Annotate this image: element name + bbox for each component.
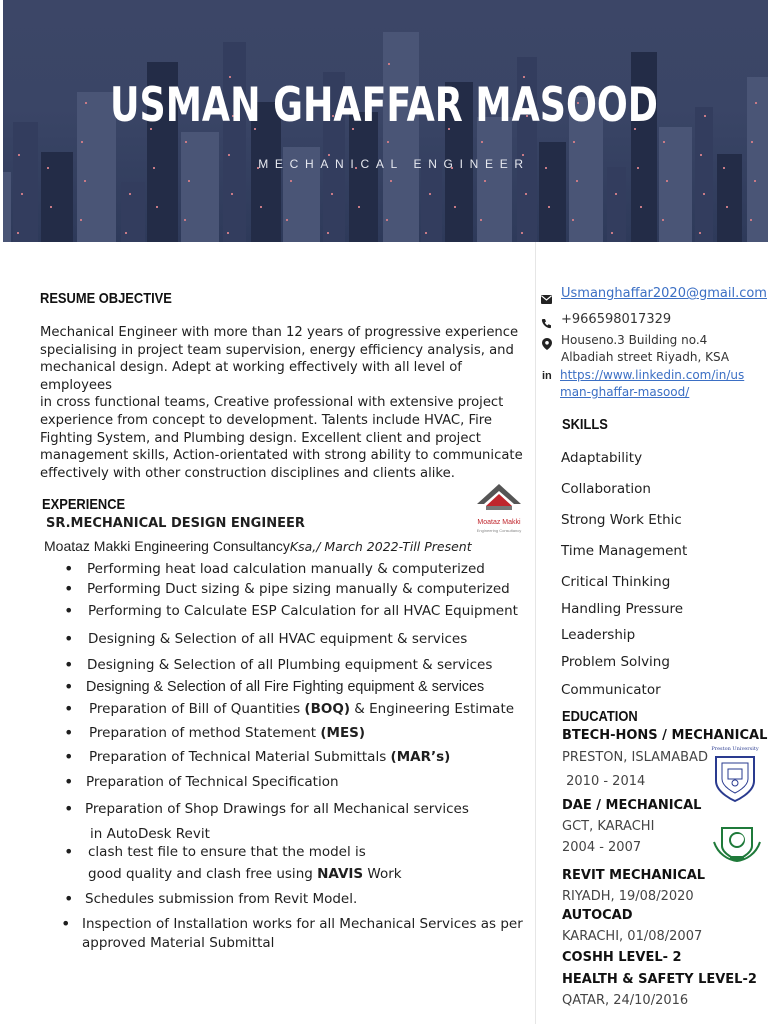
column-divider: [535, 242, 536, 1024]
objective-line: in cross functional teams, Creative professional with extensive project: [40, 395, 504, 411]
bullet-dot: •: [64, 799, 74, 818]
objective-line: specialising in project team supervision, energy efficiency analysis, and: [40, 342, 514, 358]
preston-university-seal: [708, 745, 762, 805]
bullet-dot: •: [64, 842, 74, 861]
bullet-dot: •: [64, 655, 74, 674]
experience-bullet: Preparation of Shop Drawings for all Mechanical services: [85, 801, 469, 817]
objective-text: [40, 324, 535, 482]
skill-item: Critical Thinking: [561, 574, 671, 590]
skill-item: Adaptability: [561, 450, 643, 466]
skyline-building: [13, 122, 38, 242]
skyline-building: [421, 162, 442, 242]
education-heading: EDUCATION: [562, 708, 638, 725]
job-location-date: Ksa,/ March 2022-Till Present: [289, 539, 472, 554]
location-pin-icon: [542, 335, 552, 354]
candidate-name: USMAN GHAFFAR MASOOD: [110, 78, 658, 133]
linkedin-link[interactable]: https://www.linkedin.com/in/us: [560, 368, 745, 382]
experience-heading: EXPERIENCE: [42, 496, 126, 513]
objective-heading: RESUME OBJECTIVE: [40, 290, 172, 307]
education-title: AUTOCAD: [562, 908, 633, 923]
objective-line: Mechanical Engineer with more than 12 years of progressive experience: [40, 325, 519, 340]
bullet-dot: •: [64, 699, 74, 718]
education-place: PRESTON, ISLAMABAD: [562, 750, 708, 765]
skyline-building: [477, 117, 512, 242]
skill-item: Handling Pressure: [561, 601, 684, 617]
education-place: RIYADH, 19/08/2020: [562, 889, 694, 904]
bullet-dot: •: [64, 772, 74, 791]
skyline-building: [607, 167, 626, 242]
skill-item: Strong Work Ethic: [561, 512, 682, 528]
objective-line: experience from concept to development. Talents include HVAC, Fire: [40, 412, 493, 428]
education-place: KARACHI, 01/08/2007: [562, 929, 703, 944]
email-link[interactable]: Usmanghaffar2020@gmail.com: [561, 286, 767, 301]
skyline-building: [121, 182, 145, 242]
company-name: Moataz Makki Engineering Consultancy: [44, 538, 290, 554]
phone-number: +966598017329: [561, 312, 672, 327]
phone-icon: [541, 314, 552, 333]
skill-item: Problem Solving: [561, 654, 670, 670]
bullet-dot: •: [64, 559, 74, 578]
experience-bullet: Designing & Selection of all Plumbing equipment & services: [87, 657, 493, 673]
skill-item: Communicator: [561, 682, 661, 698]
bullet-continuation: good quality and clash free using NAVIS Work: [88, 866, 402, 882]
job-title: SR.MECHANICAL DESIGN ENGINEER: [46, 516, 305, 531]
skyline-building: [3, 172, 11, 242]
skyline-building: [659, 127, 692, 242]
experience-bullet: clash test file to ensure that the model is: [88, 844, 366, 860]
education-date: 2010 - 2014: [562, 774, 646, 789]
skill-item: Time Management: [561, 543, 688, 559]
experience-bullet: Performing heat load calculation manually & computerized: [87, 561, 485, 577]
bullet-continuation: approved Material Submittal: [82, 935, 275, 951]
address-line: Houseno.3 Building no.4: [561, 333, 708, 347]
email-icon: [541, 289, 552, 308]
objective-line: management skills, Action-orientated with strong ability to communicate: [40, 448, 523, 464]
bullet-continuation: in AutoDesk Revit: [90, 826, 210, 842]
objective-line: Fighting System, and Plumbing design. Excellent client and project: [40, 430, 481, 446]
bullet-dot: •: [64, 723, 74, 742]
education-title: HEALTH & SAFETY LEVEL-2: [562, 972, 757, 987]
linkedin-icon: in: [542, 370, 552, 382]
experience-bullet: Preparation of Technical Material Submittals (MAR’s): [89, 749, 451, 765]
linkedin-link-continued[interactable]: man-ghaffar-masood/: [560, 385, 690, 399]
education-place: QATAR, 24/10/2016: [562, 993, 689, 1008]
address-line: Albadiah street Riyadh, KSA: [561, 350, 730, 364]
skyline-building: [181, 132, 219, 242]
bullet-dot: •: [64, 889, 74, 908]
education-place: GCT, KARACHI: [562, 819, 655, 834]
skills-heading: SKILLS: [562, 416, 608, 433]
experience-bullet: Performing Duct sizing & pipe sizing manually & computerized: [87, 581, 510, 597]
company-logo-text: Moataz Makki: [477, 519, 521, 526]
company-logo: [470, 482, 528, 536]
objective-line: effectively with other construction disciplines and clients alike.: [40, 465, 455, 481]
education-title: REVIT MECHANICAL: [562, 868, 706, 883]
experience-bullet: Designing & Selection of all HVAC equipment & services: [88, 631, 468, 647]
company-line: [44, 538, 472, 554]
job-role: MECHANICAL ENGINEER: [258, 157, 530, 171]
education-title: BTECH-HONS / MECHANICAL: [562, 728, 768, 743]
education-title: COSHH LEVEL- 2: [562, 950, 682, 965]
bullet-dot: •: [64, 677, 74, 696]
bullet-dot: •: [64, 601, 74, 620]
bullet-dot: •: [64, 629, 74, 648]
skyline-building: [223, 42, 246, 242]
experience-bullet: Preparation of Bill of Quantities (BOQ) & Engineering Estimate: [89, 701, 515, 717]
experience-bullet: Preparation of method Statement (MES): [89, 725, 366, 741]
gct-seal: [712, 820, 762, 862]
skyline-building: [383, 32, 419, 242]
objective-line: mechanical design. Adept at working effectively with all level of employees: [40, 360, 462, 393]
bullet-dot: •: [61, 914, 71, 933]
experience-bullet: Schedules submission from Revit Model.: [85, 891, 358, 907]
experience-bullet: Inspection of Installation works for all Mechanical Services as per: [82, 916, 523, 932]
experience-bullet: Performing to Calculate ESP Calculation for all HVAC Equipment: [88, 603, 518, 619]
skill-item: Leadership: [561, 627, 636, 643]
bullet-dot: •: [64, 747, 74, 766]
education-date: 2004 - 2007: [562, 840, 642, 855]
education-title: DAE / MECHANICAL: [562, 798, 702, 813]
experience-bullet: Preparation of Technical Specification: [86, 774, 339, 790]
seal-text: Preston University: [711, 746, 759, 752]
bullet-dot: •: [64, 579, 74, 598]
skill-item: Collaboration: [561, 481, 651, 497]
experience-bullet: Designing & Selection of all Fire Fighting equipment & services: [86, 679, 485, 695]
company-logo-subtext: Engineering Consultancy: [476, 528, 522, 533]
